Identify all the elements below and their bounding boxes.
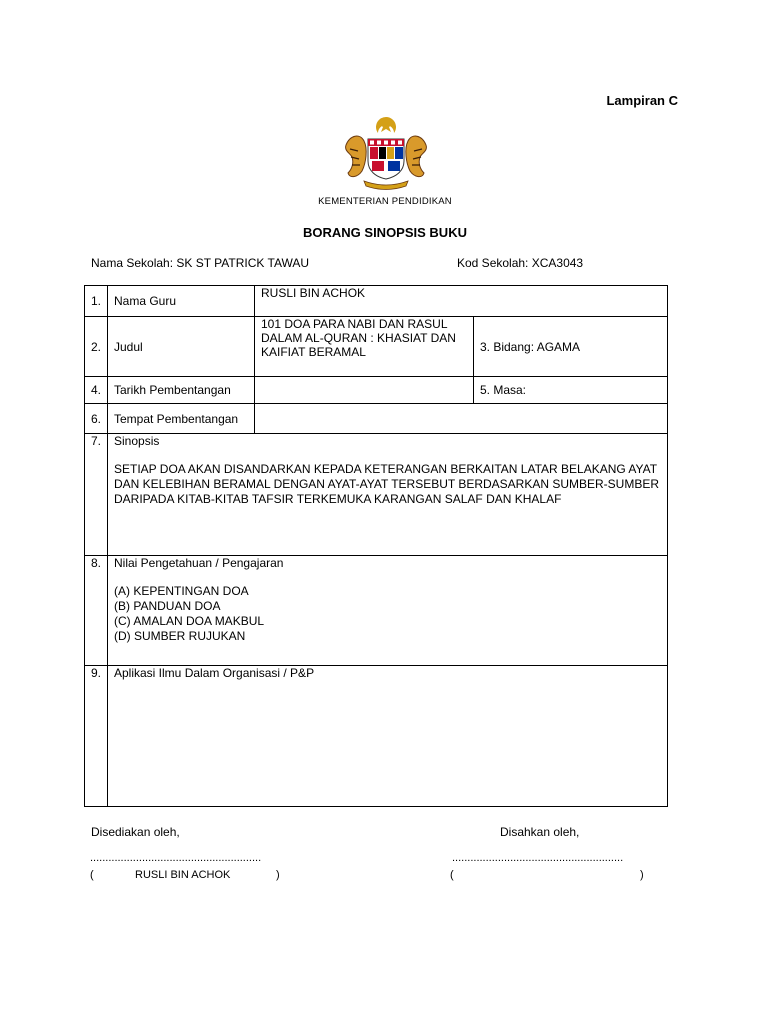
title-label: Judul	[108, 317, 255, 377]
prepared-by-label: Disediakan oleh,	[91, 825, 180, 839]
date-value	[255, 377, 474, 404]
row-synopsis	[85, 434, 668, 556]
synopsis-label: Sinopsis	[114, 434, 160, 448]
school-name: Nama Sekolah: SK ST PATRICK TAWAU	[91, 256, 310, 270]
teacher-label: Nama Guru	[108, 286, 255, 317]
prepared-paren-close: )	[276, 869, 280, 881]
values-label: Nilai Pengetahuan / Pengajaran	[114, 556, 284, 570]
value-item: (B) PANDUAN DOA	[114, 599, 221, 613]
row-application	[85, 666, 668, 807]
date-label: Tarikh Pembentangan	[108, 377, 255, 404]
values-cell	[108, 556, 668, 666]
approved-by-label: Disahkan oleh,	[500, 825, 580, 839]
ministry-name: KEMENTERIAN PENDIDIKAN	[318, 196, 452, 207]
row-number: 8.	[85, 556, 108, 666]
row-title	[85, 317, 668, 377]
row-number: 1.	[85, 286, 108, 317]
field-value: 3. Bidang: AGAMA	[474, 317, 668, 377]
approved-paren-close: )	[640, 869, 644, 881]
value-item: (C) AMALAN DOA MAKBUL	[114, 614, 265, 628]
approved-signature-line: ........................................................	[452, 852, 624, 864]
application-cell	[108, 666, 668, 807]
prepared-signature-line: ........................................................	[90, 852, 262, 864]
title-value: 101 DOA PARA NABI DAN RASUL DALAM AL-QURAN : KHASIAT DAN KAIFIAT BERAMAL	[255, 317, 474, 377]
place-value	[255, 404, 668, 434]
row-place	[85, 404, 668, 434]
row-teacher	[85, 286, 668, 317]
row-number: 4.	[85, 377, 108, 404]
approved-paren-open: (	[450, 869, 454, 881]
value-item: (D) SUMBER RUJUKAN	[114, 629, 246, 643]
value-item: (A) KEPENTINGAN DOA	[114, 584, 249, 598]
time-label: 5. Masa:	[474, 377, 668, 404]
row-date	[85, 377, 668, 404]
prepared-paren-open: (	[90, 869, 94, 881]
row-number: 7.	[85, 434, 108, 556]
row-number: 9.	[85, 666, 108, 807]
school-code: Kod Sekolah: XCA3043	[457, 256, 584, 270]
row-number: 6.	[85, 404, 108, 434]
row-values	[85, 556, 668, 666]
prepared-name: RUSLI BIN ACHOK	[135, 869, 231, 881]
synopsis-form-table	[84, 285, 668, 807]
form-title: BORANG SINOPSIS BUKU	[303, 225, 467, 240]
synopsis-body: SETIAP DOA AKAN DISANDARKAN KEPADA KETERANGAN BERKAITAN LATAR BELAKANG AYAT DAN KELEBIHAN BERAMAL DENGAN AYAT-AYAT TERSEBUT BERDASARKAN SUMBER-SUMBER DARIPADA KITAB-KITAB TAFSIR TERKEMUKA KARANGAN SALAF DAN KHALAF	[114, 462, 660, 506]
annex-label: Lampiran C	[606, 93, 678, 108]
malaysia-coat-of-arms-icon	[340, 115, 432, 191]
place-label: Tempat Pembentangan	[108, 404, 255, 434]
application-label: Aplikasi Ilmu Dalam Organisasi / P&P	[114, 666, 315, 680]
teacher-value: RUSLI BIN ACHOK	[255, 286, 668, 317]
row-number: 2.	[85, 317, 108, 377]
synopsis-cell	[108, 434, 668, 556]
